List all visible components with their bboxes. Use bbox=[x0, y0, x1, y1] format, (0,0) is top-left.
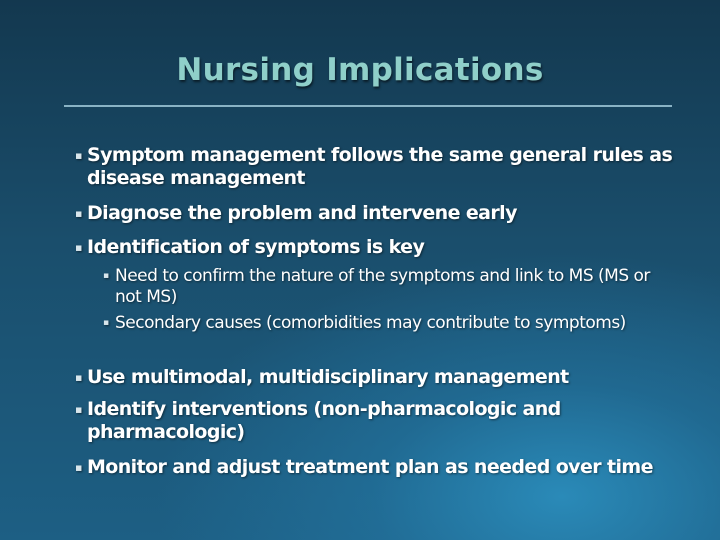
sub-bullet-item-confirm-nature bbox=[103, 266, 673, 308]
bullet-item-diagnose bbox=[75, 202, 675, 225]
bullet-marker: ▪ bbox=[75, 461, 82, 474]
bullet-marker: ▪ bbox=[75, 149, 82, 162]
sub-bullet-marker: ▪ bbox=[103, 318, 109, 328]
bullet-marker: ▪ bbox=[75, 207, 82, 220]
sub-bullet-text: Need to confirm the nature of the symptoms and link to MS (MS or not MS) bbox=[115, 266, 650, 307]
bullet-item-identification bbox=[75, 236, 675, 259]
sub-bullet-item-secondary-causes bbox=[103, 313, 673, 334]
bullet-marker: ▪ bbox=[75, 241, 82, 254]
bullet-text: Diagnose the problem and intervene early bbox=[87, 202, 517, 224]
bullet-item-monitor bbox=[75, 456, 675, 479]
bullet-marker: ▪ bbox=[75, 403, 82, 416]
sub-bullet-marker: ▪ bbox=[103, 271, 109, 281]
title-divider bbox=[64, 105, 672, 107]
bullet-text: Identification of symptoms is key bbox=[87, 236, 425, 258]
bullet-item-symptom-management bbox=[75, 144, 675, 190]
sub-bullet-text: Secondary causes (comorbidities may contribute to symptoms) bbox=[115, 313, 626, 333]
slide-title: Nursing Implications bbox=[176, 52, 544, 88]
bullet-text: Symptom management follows the same general rules as disease management bbox=[87, 144, 673, 189]
bullet-text: Use multimodal, multidisciplinary management bbox=[87, 366, 569, 388]
bullet-item-interventions bbox=[75, 398, 675, 444]
bullet-text: Monitor and adjust treatment plan as needed over time bbox=[87, 456, 653, 478]
bullet-marker: ▪ bbox=[75, 371, 82, 384]
bullet-text: Identify interventions (non-pharmacologic and pharmacologic) bbox=[87, 398, 561, 443]
bullet-item-multimodal bbox=[75, 366, 675, 389]
